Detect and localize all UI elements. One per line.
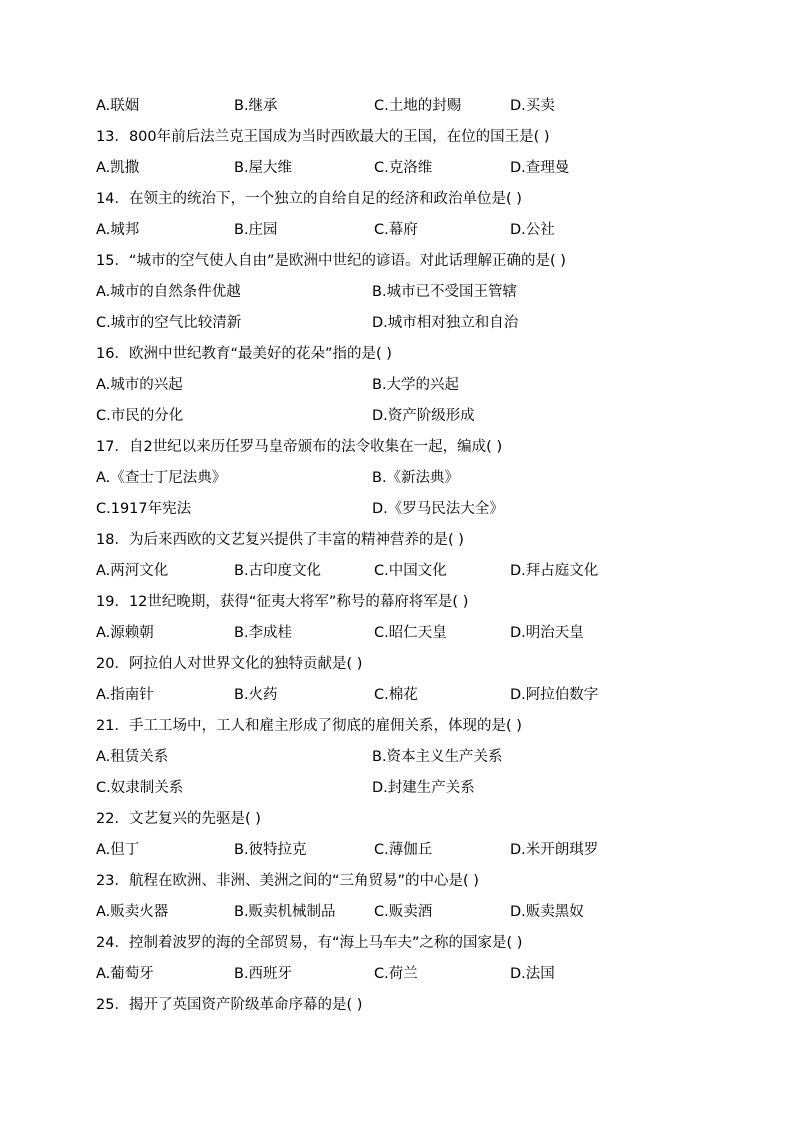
answer-option: D.法国 xyxy=(510,966,555,982)
option-row xyxy=(96,621,716,645)
answer-option: C.1917年宪法 xyxy=(96,501,192,517)
answer-option: D.城市相对独立和自治 xyxy=(372,315,519,331)
answer-option: A.贩卖火器 xyxy=(96,904,169,920)
answer-option: A.联姻 xyxy=(96,98,140,114)
option-row xyxy=(96,745,716,769)
answer-option: A.城邦 xyxy=(96,222,140,238)
answer-option: C.棉花 xyxy=(374,687,418,703)
option-row xyxy=(96,497,716,521)
answer-option: C.昭仁天皇 xyxy=(374,625,447,641)
question-stem: 14．在领主的统治下，一个独立的自给自足的经济和政治单位是( ) xyxy=(96,191,522,207)
answer-option: D.《罗马民法大全》 xyxy=(372,501,504,517)
answer-option: B.贩卖机械制品 xyxy=(234,904,336,920)
answer-option: D.米开朗琪罗 xyxy=(510,842,599,858)
answer-option: D.明治天皇 xyxy=(510,625,584,641)
question-stem: 19．12世纪晚期，获得“征夷大将军”称号的幕府将军是( ) xyxy=(96,594,469,610)
answer-option: B.资本主义生产关系 xyxy=(372,749,503,765)
answer-option: D.阿拉伯数字 xyxy=(510,687,599,703)
question-stem: 21．手工工场中，工人和雇主形成了彻底的雇佣关系，体现的是( ) xyxy=(96,718,522,734)
answer-option: C.城市的空气比较清新 xyxy=(96,315,242,331)
answer-option: D.资产阶级形成 xyxy=(372,408,475,424)
answer-option: D.查理曼 xyxy=(510,160,570,176)
answer-option: C.薄伽丘 xyxy=(374,842,433,858)
answer-option: B.古印度文化 xyxy=(234,563,322,579)
option-row xyxy=(96,776,716,800)
option-row xyxy=(96,404,716,428)
answer-option: C.克洛维 xyxy=(374,160,433,176)
answer-option: D.封建生产关系 xyxy=(372,780,475,796)
answer-option: B.《新法典》 xyxy=(372,470,460,486)
option-row xyxy=(96,466,716,490)
question-stem: 17．自2世纪以来历任罗马皇帝颁布的法令收集在一起，编成( ) xyxy=(96,439,503,455)
answer-option: C.幕府 xyxy=(374,222,418,238)
answer-option: B.大学的兴起 xyxy=(372,377,460,393)
question-stem: 25．揭开了英国资产阶级革命序幕的是( ) xyxy=(96,997,363,1013)
answer-option: B.城市已不受国王管辖 xyxy=(372,284,518,300)
question-stem: 13．800年前后法兰克王国成为当时西欧最大的王国，在位的国王是( ) xyxy=(96,129,550,145)
answer-option: B.庄园 xyxy=(234,222,278,238)
question-stem: 22．文艺复兴的先驱是( ) xyxy=(96,811,261,827)
answer-option: A.凯撒 xyxy=(96,160,140,176)
answer-option: B.李成桂 xyxy=(234,625,293,641)
answer-option: C.土地的封赐 xyxy=(374,98,462,114)
answer-option: D.拜占庭文化 xyxy=(510,563,599,579)
answer-option: A.但丁 xyxy=(96,842,140,858)
answer-option: C.荷兰 xyxy=(374,966,418,982)
answer-option: B.彼特拉克 xyxy=(234,842,307,858)
answer-option: A.城市的自然条件优越 xyxy=(96,284,241,300)
answer-option: A.源赖朝 xyxy=(96,625,154,641)
answer-option: C.奴隶制关系 xyxy=(96,780,184,796)
answer-option: A.葡萄牙 xyxy=(96,966,154,982)
option-row xyxy=(96,900,716,924)
question-stem: 16．欧洲中世纪教育“最美好的花朵”指的是( ) xyxy=(96,346,392,362)
option-row xyxy=(96,559,716,583)
question-stem: 18．为后来西欧的文艺复兴提供了丰富的精神营养的是( ) xyxy=(96,532,464,548)
answer-option: C.市民的分化 xyxy=(96,408,184,424)
answer-option: B.西班牙 xyxy=(234,966,293,982)
answer-option: B.火药 xyxy=(234,687,278,703)
option-row xyxy=(96,683,716,707)
answer-option: D.公社 xyxy=(510,222,555,238)
answer-option: C.贩卖酒 xyxy=(374,904,433,920)
answer-option: A.《查士丁尼法典》 xyxy=(96,470,227,486)
answer-option: C.中国文化 xyxy=(374,563,447,579)
answer-option: A.城市的兴起 xyxy=(96,377,183,393)
option-row xyxy=(96,280,716,304)
answer-option: A.两河文化 xyxy=(96,563,169,579)
option-row xyxy=(96,94,716,118)
answer-option: B.屋大维 xyxy=(234,160,293,176)
question-stem: 23．航程在欧洲、非洲、美洲之间的“三角贸易”的中心是( ) xyxy=(96,873,479,889)
option-row xyxy=(96,373,716,397)
answer-option: D.买卖 xyxy=(510,98,555,114)
answer-option: A.租赁关系 xyxy=(96,749,169,765)
question-stem: 24．控制着波罗的海的全部贸易，有“海上马车夫”之称的国家是( ) xyxy=(96,935,523,951)
option-row xyxy=(96,962,716,986)
answer-option: D.贩卖黑奴 xyxy=(510,904,584,920)
option-row xyxy=(96,156,716,180)
question-stem: 15．“城市的空气使人自由”是欧洲中世纪的谚语。对此话理解正确的是( ) xyxy=(96,253,566,269)
option-row xyxy=(96,311,716,335)
answer-option: A.指南针 xyxy=(96,687,154,703)
answer-option: B.继承 xyxy=(234,98,278,114)
question-stem: 20．阿拉伯人对世界文化的独特贡献是( ) xyxy=(96,656,363,672)
option-row xyxy=(96,838,716,862)
option-row xyxy=(96,218,716,242)
